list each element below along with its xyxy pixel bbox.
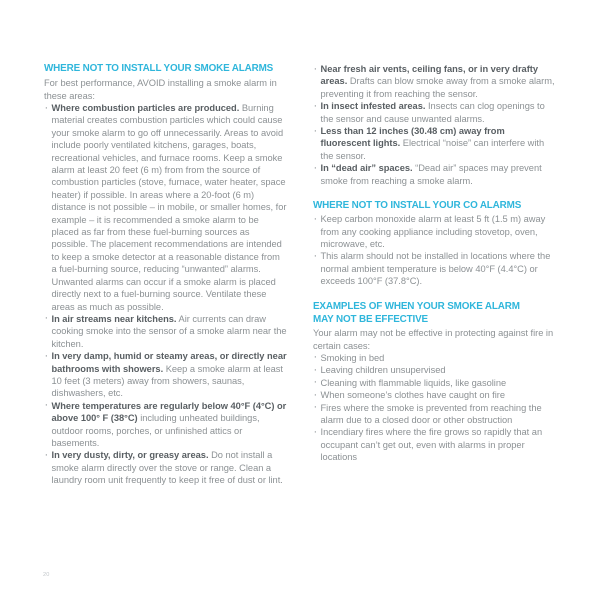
list-item bbox=[44, 400, 287, 450]
list-item-lead: Near fresh air vents, ceiling fans, or in very drafty areas. bbox=[320, 64, 538, 87]
left-column bbox=[44, 63, 287, 487]
list-item-text: This alarm should not be installed in locations where the normal ambient temperature is below 40°F (4.4°C) or exceeds 100°F (37.8°C). bbox=[320, 251, 551, 287]
list-item-text: Electrical “noise” can interfere with the sensor. bbox=[320, 138, 545, 161]
list-item-lead: In very dusty, dirty, or greasy areas. bbox=[51, 450, 209, 461]
list-item bbox=[313, 162, 556, 187]
heading-where-not-to-install-co-alarms: WHERE NOT TO INSTALL YOUR CO ALARMS bbox=[313, 200, 522, 212]
list-item-text: Keep a smoke alarm at least 10 feet (3 meters) away from showers, saunas, dishwashers, etc. bbox=[51, 363, 283, 399]
heading-where-not-to-install-smoke-alarms: WHERE NOT TO INSTALL YOUR SMOKE ALARMS bbox=[44, 63, 274, 74]
list-item bbox=[313, 402, 556, 427]
spacer-before-examples-heading bbox=[313, 288, 556, 301]
list-item bbox=[313, 352, 556, 364]
list-item-text: Insects can clog openings to the sensor and cause unwanted alarms. bbox=[320, 101, 545, 124]
list-item-text: Leaving children unsupervised bbox=[320, 365, 446, 376]
left-column-bullet-list bbox=[44, 102, 287, 487]
list-item-lead: In “dead air” spaces. bbox=[320, 163, 413, 174]
list-item bbox=[313, 125, 556, 162]
list-item bbox=[313, 250, 556, 287]
two-column-body bbox=[44, 63, 556, 487]
list-item-lead: In air streams near kitchens. bbox=[51, 313, 177, 324]
list-item bbox=[313, 63, 556, 100]
list-item bbox=[44, 350, 287, 400]
list-item bbox=[44, 102, 287, 313]
list-item bbox=[313, 213, 556, 250]
left-column-intro: For best performance, AVOID installing a smoke alarm in these areas: bbox=[44, 78, 277, 101]
list-item-lead: In very damp, humid or steamy areas, or directly near bathrooms with showers. bbox=[51, 351, 287, 374]
heading-examples-line-2: MAY NOT BE EFFECTIVE bbox=[313, 313, 428, 325]
examples-intro: Your alarm may not be effective in protecting against fire in certain cases: bbox=[313, 328, 554, 351]
page-number: 20 bbox=[43, 572, 50, 578]
right-column bbox=[313, 63, 556, 464]
heading-examples-line-1: EXAMPLES OF WHEN YOUR SMOKE ALARM bbox=[313, 300, 520, 312]
list-item-text: Fires where the smoke is prevented from reaching the alarm due to a closed door or other obstruction bbox=[320, 402, 542, 425]
list-item bbox=[313, 364, 556, 376]
list-item-lead: Less than 12 inches (30.48 cm) away from fluorescent lights. bbox=[320, 126, 505, 149]
list-item-lead: In insect infested areas. bbox=[320, 101, 426, 112]
list-item-text: Air currents can draw cooking smoke into the sensor of a smoke alarm near the kitchen. bbox=[51, 313, 287, 349]
list-item-text: When someone’s clothes have caught on fire bbox=[320, 390, 506, 401]
list-item bbox=[44, 449, 287, 486]
list-item bbox=[313, 377, 556, 389]
list-item-text: including unheated buildings, outdoor rooms, porches, or unfinished attics or basements. bbox=[51, 413, 260, 448]
co-alarm-bullet-list bbox=[313, 213, 556, 287]
list-item bbox=[313, 426, 556, 463]
list-item-text: Incendiary fires where the fire grows so rapidly that an occupant can’t get out, even with alarms in proper locations bbox=[320, 427, 543, 463]
list-item-lead: Where combustion particles are produced. bbox=[51, 103, 240, 114]
list-item-text: Do not install a smoke alarm directly over the stove or range. Clean a laundry room unit frequently to keep it free of dust or lint. bbox=[51, 450, 283, 486]
list-item bbox=[44, 313, 287, 350]
list-item-text: Burning material creates combustion particles which could cause your smoke alarm to go off unnecessarily. Areas to avoid include poorly ventilated kitchens, garages, boats, recreational vehicles, and furnace rooms. Keep a smoke alarm at least 20 feet (6 m) from from the source of combustion particles (stove, furnace, water heater, space heater) if possible. In areas where a 20-foot (6 m) distance is not possible – in mobile, or smaller homes, for example – it is recommended a smoke alarm to be placed as far from these fuel-burning sources as possible. The placement recommendations are intended to keep a smoke detector at a reasonable distance from a fuel-burning source, reducing “unwanted” alarms. Unwanted alarms can occur if a smoke alarm is placed directly next to a fuel-burning source. Ventilate these areas as much as possible. bbox=[51, 103, 287, 312]
list-item bbox=[313, 389, 556, 401]
list-item bbox=[313, 100, 556, 125]
smoke-alarm-bullet-list-continued bbox=[313, 63, 556, 187]
list-item-text: Cleaning with flammable liquids, like gasoline bbox=[320, 377, 507, 388]
list-item-lead: Where temperatures are regularly below 40°F (4°C) or above 100° F (38°C) bbox=[51, 400, 287, 424]
list-item-text: Keep carbon monoxide alarm at least 5 ft (1.5 m) away from any cooking appliance including stovetop, oven, microwave, etc. bbox=[320, 214, 546, 250]
examples-bullet-list bbox=[313, 352, 556, 464]
list-item-text: Smoking in bed bbox=[320, 352, 385, 363]
list-item-text: “Dead air” spaces may prevent smoke from reaching a smoke alarm. bbox=[320, 163, 542, 186]
spacer-before-co-heading bbox=[313, 187, 556, 200]
list-item-text: Drafts can blow smoke away from a smoke alarm, preventing it from reaching the sensor. bbox=[320, 76, 555, 99]
